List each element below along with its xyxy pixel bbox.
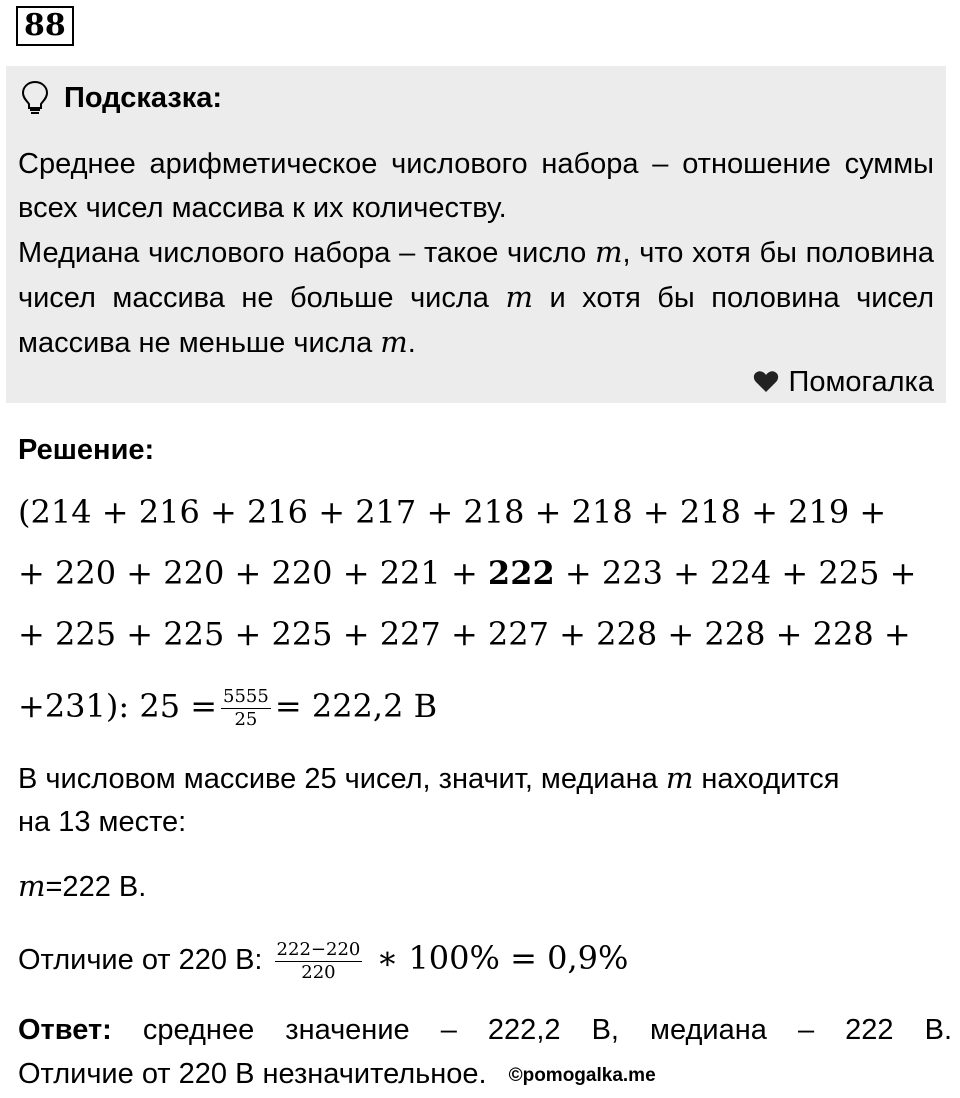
median-explanation-1: В числовом массиве 25 чисел, значит, медиана m находится [18, 761, 840, 795]
lightbulb-icon [20, 80, 50, 116]
median-value-bold: 222 [487, 554, 555, 592]
math-line-3: + 225 + 225 + 225 + 227 + 227 + 228 + 228 + 228 + [18, 615, 911, 653]
copyright: ©pomogalka.me [508, 1065, 656, 1086]
hint-text [18, 142, 934, 365]
math-line-4: +231): 25 = $\frac{5555}{25}$ = 222,2 В [18, 686, 438, 730]
hint-paragraph-2: Медиана числового набора – такое число m, что хотя бы половина чисел массива не больше числа m и хотя бы половина чисел массива не меньше числа m. [18, 235, 935, 359]
difference-line: Отличие от 220 В: $\frac{222-220}{220}$ ∗ 100% = 0,9% [18, 938, 629, 983]
median-explanation-2: на 13 месте: [18, 806, 187, 838]
brand-text: Помогалка [788, 366, 934, 398]
mean-fraction: $\frac{5555}{25}$ [223, 686, 269, 730]
math-line-1: (214 + 216 + 216 + 217 + 218 + 218 + 218 + 219 + [18, 493, 887, 531]
hint-title-text: Подсказка: [64, 82, 223, 114]
brand-label [753, 364, 934, 400]
answer-line-1: Ответ: среднее значение – 222,2 В, медиана – 222 В. [18, 1014, 952, 1046]
math-line-2: + 220 + 220 + 220 + 221 + 222 + 223 + 224 + 225 + [18, 554, 917, 592]
hint-title [20, 80, 222, 116]
task-number: 88 [16, 6, 74, 46]
solution-title: Решение: [18, 434, 155, 466]
answer-label: Ответ: [18, 1014, 112, 1046]
answer-line-2: Отличие от 220 В незначительное. ©pomogalka.me [18, 1058, 656, 1090]
median-result: m=222 В. [18, 869, 147, 903]
difference-fraction: $\frac{222-220}{220}$ [276, 938, 361, 983]
heart-icon [753, 370, 779, 394]
hint-paragraph-1: Среднее арифметическое числового набора – отношение суммы всех чисел массива к их количеству. [18, 148, 934, 224]
